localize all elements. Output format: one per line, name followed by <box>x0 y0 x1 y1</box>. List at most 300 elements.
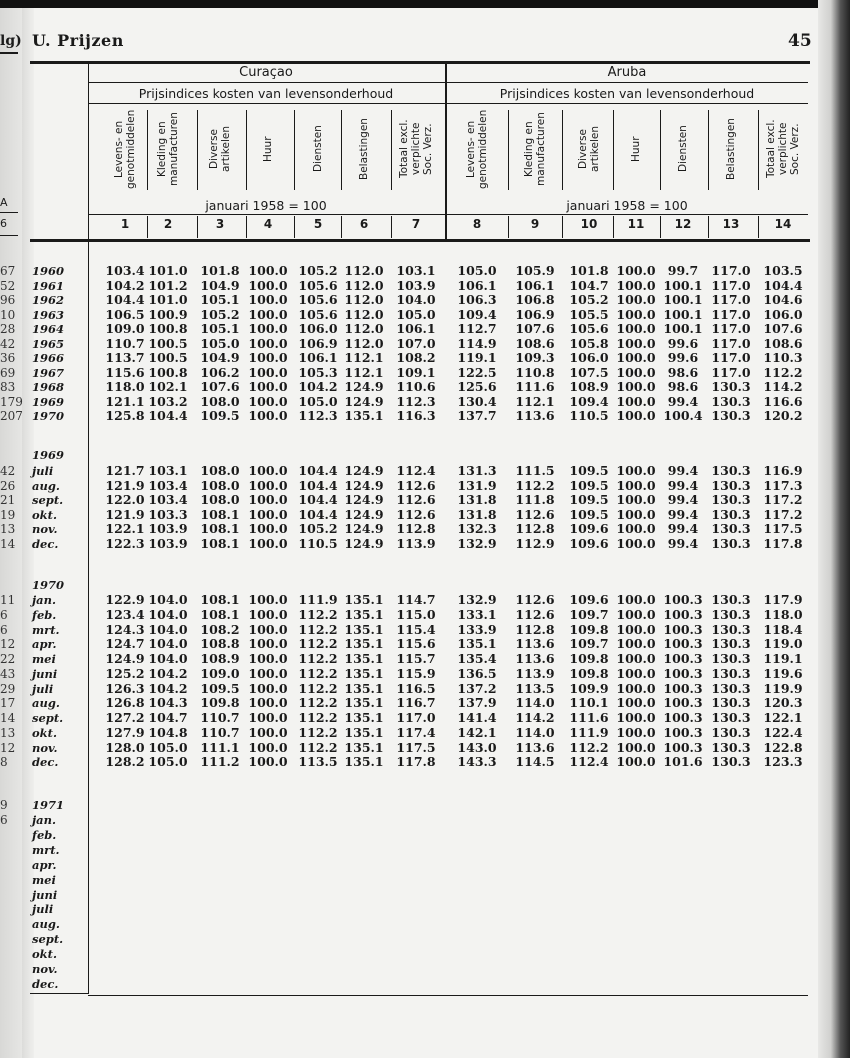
table-cell: 108.1 <box>200 606 240 622</box>
row-label: 1962 <box>32 293 65 307</box>
table-cell: 131.3 <box>457 463 497 478</box>
table-cell: 124.9 <box>344 521 384 537</box>
adjacent-page-number: 6 <box>0 607 8 622</box>
table-cell: 107.5 <box>569 364 609 380</box>
table-cell: 130.3 <box>711 492 751 508</box>
table-cell: 126.3 <box>105 680 145 696</box>
margin-rule <box>0 212 18 213</box>
table-cell: 103.9 <box>396 277 436 293</box>
margin-rule <box>0 52 18 54</box>
column-header: Diverse artikelen <box>577 126 601 172</box>
column-divider <box>508 216 509 238</box>
adjacent-page-number: 21 <box>0 493 16 508</box>
table-cell: 121.1 <box>105 393 145 409</box>
table-cell: 117.5 <box>763 521 803 537</box>
row-label: feb. <box>32 827 57 842</box>
column-divider <box>294 216 295 238</box>
table-cell: 100.0 <box>616 379 656 394</box>
table-bottom-rule <box>88 995 808 996</box>
table-cell: 100.0 <box>248 379 288 394</box>
table-cell: 105.3 <box>298 364 338 380</box>
column-divider <box>391 216 392 238</box>
table-cell: 108.2 <box>396 350 436 365</box>
table-cell: 109.5 <box>569 492 609 508</box>
table-cell: 110.7 <box>200 724 240 740</box>
table-cell: 112.8 <box>396 521 436 537</box>
table-cell: 112.2 <box>763 364 803 380</box>
table-cell: 135.1 <box>344 606 384 622</box>
table-cell: 112.6 <box>396 477 436 493</box>
header-rule <box>88 103 808 104</box>
table-cell: 124.3 <box>105 621 145 637</box>
header-rule <box>88 82 808 83</box>
table-cell: 100.0 <box>248 506 288 522</box>
table-cell: 112.3 <box>396 393 436 409</box>
scan-top-border <box>0 0 850 8</box>
table-cell: 99.4 <box>667 521 699 537</box>
adjacent-page-number: 29 <box>0 681 16 696</box>
table-cell: 124.9 <box>344 393 384 409</box>
column-number: 6 <box>359 217 369 231</box>
column-divider <box>660 216 661 238</box>
row-label: mei <box>32 872 56 887</box>
row-label: 1961 <box>32 278 65 293</box>
table-cell: 100.0 <box>248 739 288 755</box>
table-cell: 105.2 <box>569 292 609 307</box>
table-cell: 117.2 <box>763 492 803 508</box>
table-cell: 109.8 <box>200 695 240 711</box>
table-cell: 119.9 <box>763 680 803 696</box>
table-cell: 108.0 <box>200 477 240 493</box>
adjacent-page-header-fragment: lg) <box>0 33 22 49</box>
row-label: aug. <box>32 478 60 493</box>
table-cell: 100.0 <box>616 536 656 551</box>
table-cell: 103.2 <box>148 393 188 409</box>
table-cell: 109.7 <box>569 606 609 622</box>
table-cell: 118.0 <box>763 606 803 622</box>
adjacent-page-number: 14 <box>0 537 16 551</box>
row-label: okt. <box>32 947 57 962</box>
table-cell: 121.7 <box>105 463 145 478</box>
margin-fragment-6: 6 <box>0 217 7 230</box>
table-cell: 135.1 <box>344 739 384 755</box>
adjacent-page-number: 42 <box>0 464 16 478</box>
table-cell: 115.6 <box>105 364 145 380</box>
table-cell: 135.1 <box>344 754 384 770</box>
column-divider <box>708 110 709 190</box>
table-cell: 100.0 <box>248 393 288 409</box>
adjacent-page-number: 6 <box>0 812 8 827</box>
table-cell: 108.1 <box>200 592 240 607</box>
adjacent-page-number: 10 <box>0 307 16 322</box>
table-cell: 135.1 <box>344 592 384 607</box>
table-cell: 105.1 <box>200 292 240 307</box>
table-cell: 112.0 <box>344 263 384 278</box>
table-cell: 135.1 <box>344 695 384 711</box>
column-number: 10 <box>580 217 598 231</box>
column-divider <box>562 216 563 238</box>
row-label: sept. <box>32 711 64 725</box>
table-cell: 98.6 <box>667 379 699 394</box>
table-cell: 112.1 <box>515 393 555 409</box>
table-cell: 109.9 <box>569 680 609 696</box>
table-cell: 100.3 <box>663 680 703 696</box>
table-cell: 100.0 <box>248 463 288 478</box>
table-cell: 104.7 <box>569 277 609 293</box>
table-cell: 112.0 <box>344 277 384 293</box>
column-number: 14 <box>774 217 792 231</box>
table-cell: 104.0 <box>148 636 188 652</box>
table-cell: 130.4 <box>457 393 497 409</box>
table-cell: 100.0 <box>248 651 288 666</box>
table-cell: 109.5 <box>569 506 609 522</box>
table-cell: 100.0 <box>616 306 656 322</box>
row-label: okt. <box>32 725 57 740</box>
table-cell: 100.0 <box>616 321 656 336</box>
table-cell: 111.8 <box>515 492 555 508</box>
table-cell: 103.3 <box>148 506 188 522</box>
column-header: Kleding en manufacturen <box>156 112 180 186</box>
table-cell: 122.1 <box>105 521 145 537</box>
page-number: 45 <box>788 31 812 51</box>
table-cell: 113.6 <box>515 636 555 652</box>
table-cell: 100.0 <box>248 321 288 336</box>
table-cell: 142.1 <box>457 724 497 740</box>
adjacent-page-number: 17 <box>0 696 16 711</box>
table-cell: 100.0 <box>616 263 656 278</box>
table-cell: 117.5 <box>396 739 436 755</box>
adjacent-page-number: 43 <box>0 666 16 681</box>
table-cell: 104.4 <box>298 477 338 493</box>
column-number: 5 <box>313 217 323 231</box>
table-cell: 100.0 <box>248 724 288 740</box>
table-cell: 112.2 <box>298 651 338 666</box>
table-cell: 122.9 <box>105 592 145 607</box>
table-cell: 100.0 <box>248 695 288 711</box>
table-cell: 109.8 <box>569 665 609 681</box>
table-cell: 104.0 <box>396 292 436 307</box>
table-cell: 100.0 <box>248 621 288 637</box>
row-label: aug. <box>32 696 60 711</box>
table-cell: 107.6 <box>515 321 555 336</box>
table-cell: 100.0 <box>248 277 288 293</box>
row-label: mei <box>32 652 56 666</box>
column-divider <box>562 110 563 190</box>
table-cell: 109.0 <box>105 321 145 336</box>
adjacent-page-number: 6 <box>0 622 8 637</box>
row-label: 1965 <box>32 336 65 351</box>
table-cell: 99.4 <box>667 393 699 409</box>
table-cell: 137.7 <box>457 408 497 423</box>
table-cell: 124.9 <box>344 477 384 493</box>
table-cell: 105.0 <box>148 754 188 770</box>
table-cell: 130.3 <box>711 754 751 770</box>
column-header: Belastingen <box>725 118 737 180</box>
table-cell: 130.3 <box>711 379 751 394</box>
table-cell: 104.9 <box>200 350 240 365</box>
table-cell: 100.0 <box>248 680 288 696</box>
table-cell: 112.9 <box>515 536 555 551</box>
table-cell: 128.0 <box>105 739 145 755</box>
table-cell: 109.0 <box>200 665 240 681</box>
table-cell: 100.3 <box>663 695 703 711</box>
table-cell: 104.3 <box>148 695 188 711</box>
table-cell: 118.0 <box>105 379 145 394</box>
margin-rule <box>0 235 18 236</box>
table-cell: 130.3 <box>711 408 751 423</box>
table-cell: 100.3 <box>663 636 703 652</box>
table-cell: 99.4 <box>667 536 699 551</box>
adjacent-page-number: 36 <box>0 351 16 365</box>
table-cell: 131.8 <box>457 492 497 508</box>
table-cell: 130.3 <box>711 477 751 493</box>
row-label: juli <box>32 902 54 917</box>
column-header: Levens- en genotmiddelen <box>113 109 137 189</box>
adjacent-page-number: 42 <box>0 336 16 351</box>
table-cell: 100.0 <box>616 477 656 493</box>
table-cell: 119.6 <box>763 665 803 681</box>
table-cell: 100.0 <box>616 606 656 622</box>
table-cell: 109.5 <box>569 477 609 493</box>
table-cell: 109.5 <box>200 408 240 423</box>
table-cell: 99.4 <box>667 463 699 478</box>
column-number: 4 <box>263 217 273 231</box>
table-cell: 126.8 <box>105 695 145 711</box>
table-cell: 100.5 <box>148 350 188 365</box>
table-cell: 103.9 <box>148 521 188 537</box>
row-label: nov. <box>32 522 58 537</box>
table-cell: 100.0 <box>616 636 656 652</box>
table-cell: 100.0 <box>616 463 656 478</box>
table-cell: 112.2 <box>298 710 338 725</box>
table-cell: 110.1 <box>569 695 609 711</box>
column-header: Totaal excl. verplichte Soc. Verz. <box>765 119 801 179</box>
table-cell: 109.3 <box>515 350 555 365</box>
column-number: 11 <box>627 217 645 231</box>
column-divider <box>294 110 295 190</box>
table-cell: 113.6 <box>515 739 555 755</box>
column-divider <box>197 110 198 190</box>
table-cell: 115.9 <box>396 665 436 681</box>
row-label: 1967 <box>32 365 65 380</box>
row-label: juni <box>32 666 58 681</box>
table-cell: 99.6 <box>667 350 699 365</box>
column-divider <box>613 216 614 238</box>
table-cell: 113.7 <box>105 350 145 365</box>
table-cell: 100.0 <box>248 408 288 423</box>
row-label: juli <box>32 681 54 696</box>
row-label: jan. <box>32 813 56 827</box>
block-year-heading: 1969 <box>32 448 65 462</box>
table-cell: 130.3 <box>711 521 751 537</box>
table-cell: 136.5 <box>457 665 497 681</box>
table-cell: 112.2 <box>298 621 338 637</box>
table-cell: 130.3 <box>711 606 751 622</box>
table-cell: 100.0 <box>248 606 288 622</box>
table-cell: 124.7 <box>105 636 145 652</box>
table-cell: 113.6 <box>515 651 555 666</box>
table-cell: 119.0 <box>763 636 803 652</box>
table-cell: 112.4 <box>396 463 436 478</box>
table-cell: 104.4 <box>298 506 338 522</box>
table-cell: 100.3 <box>663 592 703 607</box>
adjacent-page-number: 52 <box>0 278 16 293</box>
table-cell: 130.3 <box>711 739 751 755</box>
region-title-aruba: Aruba <box>607 65 647 80</box>
table-cell: 112.6 <box>396 492 436 508</box>
table-cell: 109.1 <box>396 364 436 380</box>
table-cell: 112.6 <box>515 606 555 622</box>
table-cell: 112.2 <box>298 665 338 681</box>
table-cell: 112.1 <box>344 364 384 380</box>
row-label: aug. <box>32 917 60 932</box>
table-cell: 117.8 <box>763 536 803 551</box>
section-title: U. Prijzen <box>32 31 124 50</box>
table-cell: 104.2 <box>148 665 188 681</box>
table-cell: 106.0 <box>298 321 338 336</box>
table-cell: 108.6 <box>763 335 803 351</box>
table-cell: 117.0 <box>711 263 751 278</box>
table-cell: 100.0 <box>248 477 288 493</box>
table-cell: 122.8 <box>763 739 803 755</box>
table-cell: 100.0 <box>616 521 656 537</box>
table-cell: 117.0 <box>711 292 751 307</box>
row-label: mrt. <box>32 842 60 857</box>
table-cell: 130.3 <box>711 536 751 551</box>
column-header: Levens- en genotmiddelen <box>465 109 489 189</box>
table-cell: 106.9 <box>515 306 555 322</box>
table-cell: 100.0 <box>248 710 288 725</box>
column-divider <box>341 216 342 238</box>
table-cell: 100.0 <box>616 350 656 365</box>
table-cell: 109.4 <box>457 306 497 322</box>
column-header: Kleding en manufacturen <box>523 112 547 186</box>
table-cell: 105.8 <box>569 335 609 351</box>
table-cell: 100.0 <box>248 592 288 607</box>
table-cell: 106.8 <box>515 292 555 307</box>
table-cell: 128.2 <box>105 754 145 770</box>
table-cell: 122.5 <box>457 364 497 380</box>
table-cell: 116.3 <box>396 408 436 423</box>
table-cell: 110.3 <box>763 350 803 365</box>
table-cell: 106.5 <box>105 306 145 322</box>
table-cell: 99.4 <box>667 492 699 508</box>
table-cell: 143.0 <box>457 739 497 755</box>
table-cell: 135.1 <box>344 680 384 696</box>
table-cell: 100.0 <box>616 277 656 293</box>
table-cell: 103.1 <box>148 463 188 478</box>
table-cell: 135.1 <box>344 710 384 725</box>
table-cell: 114.9 <box>457 335 497 351</box>
column-divider <box>246 110 247 190</box>
table-cell: 112.0 <box>344 321 384 336</box>
table-cell: 101.6 <box>663 754 703 770</box>
table-cell: 103.1 <box>396 263 436 278</box>
table-cell: 112.0 <box>344 335 384 351</box>
table-cell: 124.9 <box>344 379 384 394</box>
table-cell: 106.1 <box>298 350 338 365</box>
table-cell: 113.6 <box>515 408 555 423</box>
table-cell: 112.6 <box>515 592 555 607</box>
table-cell: 108.1 <box>200 506 240 522</box>
table-cell: 100.0 <box>616 506 656 522</box>
table-cell: 104.4 <box>763 277 803 293</box>
table-cell: 105.5 <box>569 306 609 322</box>
table-cell: 100.8 <box>148 364 188 380</box>
table-cell: 106.0 <box>569 350 609 365</box>
row-label: jan. <box>32 593 56 607</box>
table-cell: 109.8 <box>569 651 609 666</box>
table-cell: 124.9 <box>344 536 384 551</box>
table-cell: 119.1 <box>457 350 497 365</box>
table-cell: 110.8 <box>515 364 555 380</box>
table-cell: 117.0 <box>711 335 751 351</box>
column-header: Diensten <box>677 125 689 173</box>
column-divider <box>147 216 148 238</box>
scan-right-edge <box>818 0 850 1058</box>
table-cell: 123.4 <box>105 606 145 622</box>
table-cell: 100.0 <box>616 710 656 725</box>
table-cell: 103.5 <box>763 263 803 278</box>
table-cell: 104.4 <box>298 492 338 508</box>
table-cell: 101.2 <box>148 277 188 293</box>
column-number: 12 <box>674 217 692 231</box>
table-cell: 111.9 <box>569 724 609 740</box>
table-cell: 108.6 <box>515 335 555 351</box>
column-divider <box>147 110 148 190</box>
table-cell: 125.2 <box>105 665 145 681</box>
table-cell: 110.6 <box>396 379 436 394</box>
column-divider <box>246 216 247 238</box>
adjacent-page-number: 19 <box>0 507 16 522</box>
table-cell: 122.3 <box>105 536 145 551</box>
region-title-curacao: Curaçao <box>239 65 293 80</box>
table-cell: 112.2 <box>298 695 338 711</box>
row-label: nov. <box>32 962 58 976</box>
table-cell: 105.2 <box>298 263 338 278</box>
column-number: 2 <box>163 217 173 231</box>
table-cell: 130.3 <box>711 621 751 637</box>
column-number: 7 <box>411 217 421 231</box>
table-cell: 133.9 <box>457 621 497 637</box>
table-cell: 120.2 <box>763 408 803 423</box>
table-cell: 114.2 <box>515 710 555 725</box>
table-cell: 117.0 <box>711 350 751 365</box>
table-cell: 117.0 <box>711 364 751 380</box>
table-cell: 100.3 <box>663 724 703 740</box>
table-cell: 104.0 <box>148 651 188 666</box>
table-cell: 113.5 <box>298 754 338 770</box>
adjacent-page-number: 9 <box>0 798 8 812</box>
table-cell: 100.0 <box>616 695 656 711</box>
adjacent-page-number: 207 <box>0 409 23 423</box>
table-cell: 103.9 <box>148 536 188 551</box>
table-cell: 135.1 <box>457 636 497 652</box>
adjacent-page-number: 11 <box>0 593 16 607</box>
table-cell: 100.0 <box>248 492 288 508</box>
table-cell: 100.5 <box>148 335 188 351</box>
row-label: 1966 <box>32 351 65 365</box>
table-cell: 124.9 <box>105 651 145 666</box>
table-cell: 100.0 <box>616 665 656 681</box>
column-divider <box>341 110 342 190</box>
table-cell: 105.0 <box>298 393 338 409</box>
table-cell: 130.3 <box>711 393 751 409</box>
row-label: 1968 <box>32 380 65 394</box>
table-cell: 117.0 <box>711 321 751 336</box>
table-cell: 109.5 <box>200 680 240 696</box>
table-cell: 98.6 <box>667 364 699 380</box>
